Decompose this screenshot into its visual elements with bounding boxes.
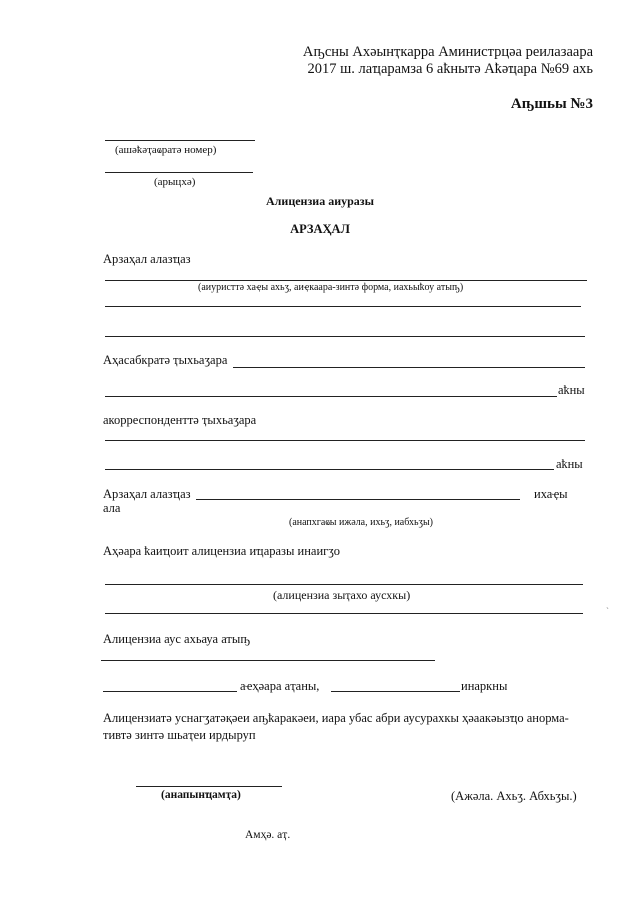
agreement-paragraph: Алицензиатә уснагӡатәқәеи аҧҟаракәеи, иара убас абри аусурахкы ҳәаакәызҵо анорма-тивтә зинтә шьаҭеи ирдыруп bbox=[103, 711, 569, 742]
document-title: АРЗАҲАЛ bbox=[290, 222, 350, 236]
settlement-account-suffix: аҟны bbox=[558, 383, 585, 397]
signature-line bbox=[136, 786, 282, 787]
period-end-text: инаркны bbox=[461, 679, 508, 693]
appendix-number: Аҧшьы №3 bbox=[510, 96, 593, 112]
correspondent-account-line-1 bbox=[105, 440, 585, 441]
stamp-label: Амҳә. аҭ. bbox=[245, 829, 291, 841]
date-caption: (арыцхә) bbox=[154, 176, 196, 188]
correspondent-account-label: акорреспонденттә ҭыхьаӡара bbox=[103, 413, 257, 427]
settlement-account-line-1 bbox=[233, 367, 585, 368]
applicant2-caption: (анапхгаҩы ижәла, ихьӡ, иабхьӡы) bbox=[289, 517, 433, 528]
signature-caption: (анапынҵамҭа) bbox=[161, 789, 241, 801]
header-line-2: 2017 ш. лаҵарамза 6 аҟнытә Аҟәҵара №69 ахь bbox=[307, 61, 593, 77]
request-label: Аҳәара ҟаиҵоит алицензиа иҵаразы инаигӡо bbox=[103, 544, 341, 558]
scan-mark: ˎ bbox=[606, 599, 609, 609]
location-label: Алицензиа аус ахьауа атыҧ bbox=[103, 632, 251, 646]
document-subtitle: Алицензиа аиуразы bbox=[266, 194, 374, 208]
applicant-line-2 bbox=[105, 306, 581, 307]
date-line bbox=[105, 172, 253, 173]
applicant-line-3 bbox=[105, 336, 585, 337]
location-line bbox=[101, 660, 435, 661]
applicant2-line bbox=[196, 499, 520, 500]
applicant2-label: Арзаҳал алазҵаз bbox=[103, 487, 191, 501]
registration-number-caption: (ашәҟәҭаҩратә номер) bbox=[115, 144, 217, 156]
license-type-caption: (алицензиа зыҭахо аусхкы) bbox=[273, 588, 411, 602]
applicant-caption: (аиуристтә хаҿы ахьӡ, аиҿкаара-зинтә форма, иахьыҟоу атыҧ) bbox=[198, 282, 464, 293]
settlement-account-line-2 bbox=[105, 396, 557, 397]
applicant-label: Арзаҳал алазҵаз bbox=[103, 252, 191, 266]
applicant2-suffix: ихаҿы bbox=[534, 487, 568, 501]
correspondent-account-suffix: аҟны bbox=[556, 457, 583, 471]
applicant-line-1 bbox=[105, 280, 587, 281]
registration-number-line bbox=[105, 140, 255, 141]
header-line-1: Аҧсны Ахәынҭкарра Аминистрцәа реилазаара bbox=[302, 44, 593, 60]
license-type-line-2 bbox=[105, 613, 583, 614]
applicant2-cont: ала bbox=[103, 501, 121, 515]
period-end-line bbox=[331, 691, 460, 692]
license-type-line-1 bbox=[105, 584, 583, 585]
settlement-account-label: Аҳасабкратә ҭыхьаӡара bbox=[103, 353, 228, 367]
name-caption: (Ажәла. Ахьӡ. Абхьӡы.) bbox=[451, 789, 577, 803]
period-middle-text: аҽҳәара аҭаны, bbox=[240, 679, 320, 693]
correspondent-account-line-2 bbox=[105, 469, 554, 470]
period-start-line bbox=[103, 691, 237, 692]
